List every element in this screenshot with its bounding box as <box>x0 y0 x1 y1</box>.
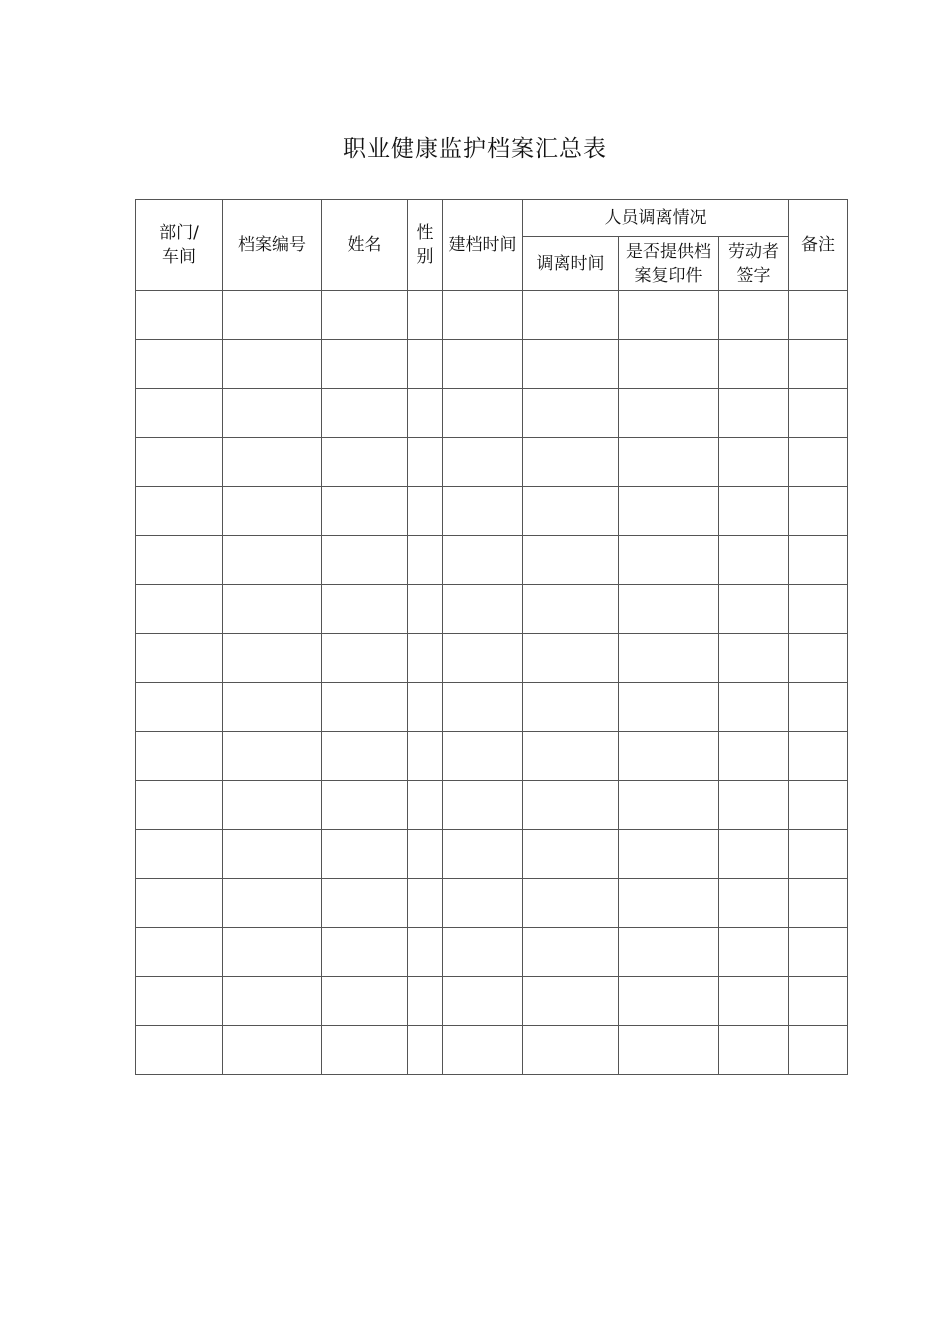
table-cell <box>322 781 408 830</box>
archive-summary-table <box>135 199 848 1075</box>
table-cell <box>523 879 619 928</box>
table-cell <box>523 487 619 536</box>
table-cell <box>136 585 223 634</box>
table-cell <box>789 487 848 536</box>
table-cell <box>789 683 848 732</box>
table-cell <box>443 389 523 438</box>
table-cell <box>789 781 848 830</box>
table-cell <box>223 683 322 732</box>
table-cell <box>322 683 408 732</box>
table-cell <box>443 634 523 683</box>
table-cell <box>719 389 789 438</box>
table-cell <box>719 781 789 830</box>
header-remarks: 备注 <box>789 200 848 291</box>
table-cell <box>322 585 408 634</box>
table-cell <box>619 487 719 536</box>
table-cell <box>619 879 719 928</box>
table-cell <box>443 291 523 340</box>
table-cell <box>523 585 619 634</box>
table-row <box>136 830 848 879</box>
table-cell <box>136 634 223 683</box>
header-copy-provided-line1: 是否提供档 <box>626 241 711 262</box>
table-cell <box>408 487 443 536</box>
table-cell <box>443 340 523 389</box>
table-cell <box>408 928 443 977</box>
table-cell <box>322 634 408 683</box>
table-cell <box>443 585 523 634</box>
table-body <box>136 291 848 1075</box>
table-cell <box>223 389 322 438</box>
table-cell <box>322 830 408 879</box>
table-cell <box>719 536 789 585</box>
table-cell <box>408 634 443 683</box>
table-cell <box>619 585 719 634</box>
table-cell <box>443 438 523 487</box>
table-cell <box>322 487 408 536</box>
table-row <box>136 977 848 1026</box>
table-cell <box>523 438 619 487</box>
table-cell <box>619 291 719 340</box>
table-cell <box>443 879 523 928</box>
table-cell <box>719 879 789 928</box>
table-cell <box>523 683 619 732</box>
table-cell <box>322 340 408 389</box>
table-cell <box>223 487 322 536</box>
table-row <box>136 536 848 585</box>
table-cell <box>136 830 223 879</box>
table-cell <box>619 536 719 585</box>
table-cell <box>408 291 443 340</box>
table-cell <box>789 732 848 781</box>
table-cell <box>523 389 619 438</box>
table-cell <box>223 291 322 340</box>
table-cell <box>619 340 719 389</box>
table-cell <box>719 1026 789 1075</box>
table-cell <box>443 683 523 732</box>
table-cell <box>408 389 443 438</box>
table-cell <box>136 683 223 732</box>
header-gender-line2: 别 <box>416 247 434 267</box>
table-cell <box>136 879 223 928</box>
table-cell <box>789 928 848 977</box>
header-copy-provided <box>619 237 719 291</box>
header-department-line1: 部门/ <box>159 223 199 243</box>
table-cell <box>523 732 619 781</box>
table-cell <box>523 536 619 585</box>
table-cell <box>136 340 223 389</box>
table-cell <box>136 536 223 585</box>
header-name: 姓名 <box>322 200 408 291</box>
table-row <box>136 487 848 536</box>
table-cell <box>136 389 223 438</box>
table-cell <box>719 291 789 340</box>
header-transfer-group: 人员调离情况 <box>523 200 789 237</box>
table-cell <box>408 683 443 732</box>
table-cell <box>523 340 619 389</box>
table-cell <box>443 928 523 977</box>
table-cell <box>619 683 719 732</box>
table-cell <box>789 1026 848 1075</box>
table-row <box>136 438 848 487</box>
table-cell <box>619 389 719 438</box>
table-cell <box>223 732 322 781</box>
table-row <box>136 1026 848 1075</box>
header-copy-provided-line2: 案复印件 <box>634 265 703 286</box>
table-cell <box>322 536 408 585</box>
table-cell <box>619 977 719 1026</box>
table-cell <box>789 389 848 438</box>
table-cell <box>136 732 223 781</box>
table-cell <box>789 585 848 634</box>
table-cell <box>322 1026 408 1075</box>
table-cell <box>719 585 789 634</box>
table-cell <box>322 291 408 340</box>
table-cell <box>523 634 619 683</box>
table-cell <box>619 928 719 977</box>
table-cell <box>223 830 322 879</box>
table-row <box>136 634 848 683</box>
table-row <box>136 291 848 340</box>
table-cell <box>719 340 789 389</box>
table-cell <box>523 830 619 879</box>
table-cell <box>408 585 443 634</box>
table-cell <box>719 634 789 683</box>
header-worker-signature <box>719 237 789 291</box>
table-cell <box>443 536 523 585</box>
header-transfer-time: 调离时间 <box>523 237 619 291</box>
table-cell <box>322 928 408 977</box>
table-cell <box>789 879 848 928</box>
table-cell <box>619 732 719 781</box>
table-cell <box>223 977 322 1026</box>
table-cell <box>322 438 408 487</box>
table-cell <box>719 928 789 977</box>
table-cell <box>136 487 223 536</box>
table-cell <box>443 487 523 536</box>
table-cell <box>322 879 408 928</box>
table-cell <box>789 634 848 683</box>
table-cell <box>523 1026 619 1075</box>
header-gender <box>408 200 443 291</box>
header-gender-line1: 性 <box>416 223 434 243</box>
table-cell <box>322 977 408 1026</box>
table-cell <box>789 340 848 389</box>
table-cell <box>719 438 789 487</box>
table-cell <box>789 291 848 340</box>
header-archive-date: 建档时间 <box>443 200 523 291</box>
table-cell <box>789 977 848 1026</box>
table-cell <box>719 683 789 732</box>
table-row <box>136 732 848 781</box>
table-cell <box>523 928 619 977</box>
table-cell <box>223 438 322 487</box>
header-department <box>136 200 223 291</box>
table-cell <box>443 781 523 830</box>
table-row <box>136 683 848 732</box>
table-cell <box>789 830 848 879</box>
table-cell <box>223 781 322 830</box>
table-cell <box>408 732 443 781</box>
table-cell <box>223 1026 322 1075</box>
table-cell <box>408 830 443 879</box>
table-cell <box>136 291 223 340</box>
table-row <box>136 585 848 634</box>
header-archive-number: 档案编号 <box>223 200 322 291</box>
table-cell <box>223 928 322 977</box>
page-title: 职业健康监护档案汇总表 <box>343 136 607 162</box>
table-cell <box>523 977 619 1026</box>
table-cell <box>223 340 322 389</box>
table-cell <box>136 438 223 487</box>
table-cell <box>136 928 223 977</box>
table-cell <box>443 732 523 781</box>
table-row <box>136 389 848 438</box>
table-cell <box>443 1026 523 1075</box>
table-cell <box>523 781 619 830</box>
table-cell <box>136 1026 223 1075</box>
table-cell <box>443 977 523 1026</box>
table-cell <box>322 732 408 781</box>
table-cell <box>719 977 789 1026</box>
table-cell <box>443 830 523 879</box>
table-cell <box>408 1026 443 1075</box>
table-cell <box>619 634 719 683</box>
table-row <box>136 879 848 928</box>
table-cell <box>719 487 789 536</box>
header-worker-signature-line2: 签字 <box>736 265 771 286</box>
header-department-line2: 车间 <box>162 247 196 267</box>
table-cell <box>408 879 443 928</box>
table-cell <box>719 732 789 781</box>
table-cell <box>223 585 322 634</box>
table-cell <box>408 340 443 389</box>
table-cell <box>223 536 322 585</box>
table-cell <box>619 781 719 830</box>
table-cell <box>223 634 322 683</box>
table-cell <box>719 830 789 879</box>
table-cell <box>408 781 443 830</box>
table-row <box>136 340 848 389</box>
table-cell <box>789 536 848 585</box>
table-cell <box>523 291 619 340</box>
table-cell <box>223 879 322 928</box>
table-row <box>136 928 848 977</box>
table-cell <box>408 536 443 585</box>
table-cell <box>789 438 848 487</box>
header-worker-signature-line1: 劳动者 <box>728 241 779 262</box>
table-cell <box>619 438 719 487</box>
table-cell <box>619 1026 719 1075</box>
table-cell <box>408 977 443 1026</box>
table-cell <box>136 977 223 1026</box>
table-cell <box>136 781 223 830</box>
table-cell <box>408 438 443 487</box>
table-row <box>136 781 848 830</box>
table-cell <box>322 389 408 438</box>
table-cell <box>619 830 719 879</box>
